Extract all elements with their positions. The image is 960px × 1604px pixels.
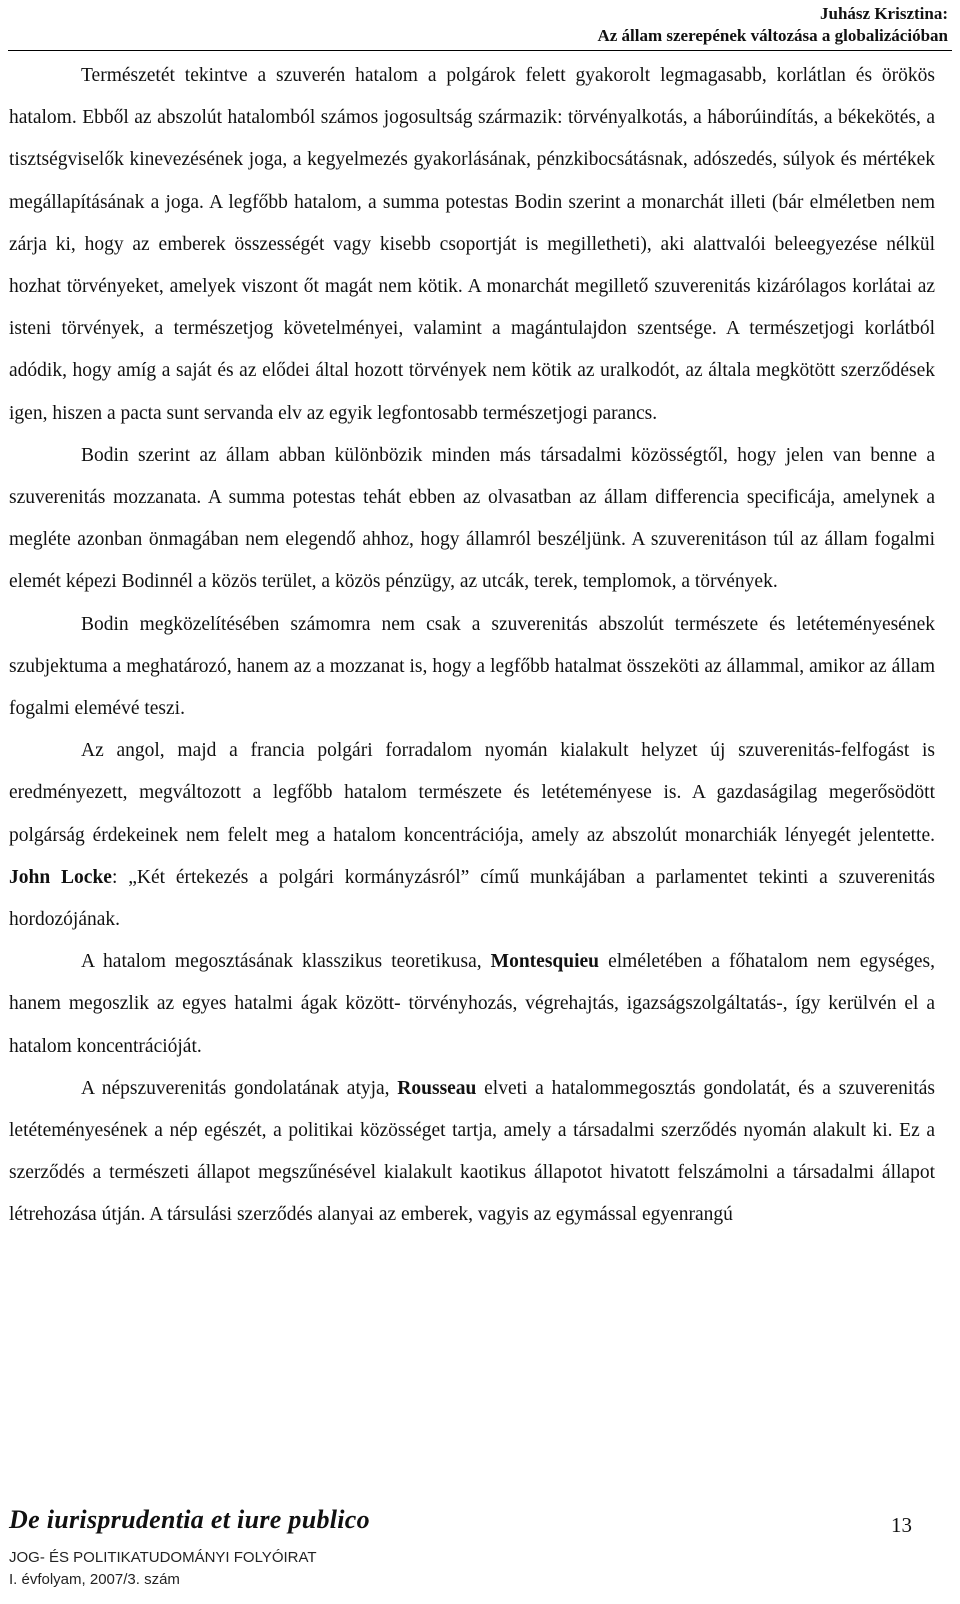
article-body [9, 55, 935, 1237]
paragraph-3-text: Bodin megközelítésében számomra nem csak a szuverenitás abszolút természete és letéteményesének szubjektuma a meghatározó, hanem az a mozzanat is, hogy a legfőbb hatalmat összeköti az állammal, amikor az állam fogalmi elemévé teszi. [9, 613, 935, 720]
paragraph-2 [9, 435, 935, 604]
paragraph-4-after: : „Két értekezés a polgári kormányzásról” című munkájában a parlamentet tekinti a szuverenitás hordozójának. [9, 866, 936, 931]
author-name-rousseau: Rousseau [397, 1077, 477, 1099]
paragraph-6-text: A népszuverenitás gondolatának atyja, [81, 1077, 390, 1099]
journal-subtitle: JOG- ÉS POLITIKATUDOMÁNYI FOLYÓIRAT [9, 1549, 317, 1566]
author-name-locke: John Locke [9, 866, 112, 888]
paragraph-5 [9, 941, 935, 1068]
header-title: Az állam szerepének változása a globalizációban [597, 26, 948, 45]
header-divider [8, 50, 952, 51]
paragraph-6 [9, 1068, 935, 1237]
paragraph-3 [9, 604, 935, 731]
page-number: 13 [891, 1513, 912, 1537]
paragraph-5-text: A hatalom megosztásának klasszikus teoretikusa, [81, 951, 482, 973]
journal-info [9, 1547, 317, 1591]
journal-issue: I. évfolyam, 2007/3. szám [9, 1571, 180, 1588]
paragraph-4 [9, 730, 935, 941]
author-name-montesquieu: Montesquieu [490, 951, 600, 973]
paragraph-2-text: Bodin szerint az állam abban különbözik minden más társadalmi közösségtől, hogy jelen van benne a szuverenitás mozzanata. A summa potestas tehát ebben az olvasatban az állam differencia specificája, amelynek a megléte azonban önmagában nem elegendő ahhoz, hogy államról beszéljünk. A szuverenitáson túl az állam fogalmi elemét képezi Bodinnél a közös terület, a közös pénzügy, az utcák, terek, templomok, a törvények. [9, 444, 935, 593]
paragraph-6-after: elveti a hatalommegosztás gondolatát, és a szuverenitás letéteményesének a nép egészét, a politikai közösséget tartja, amely a társadalmi szerződés nyomán alakult ki. Ez a szerződés a természeti állapot megszűnésével kialakult kaotikus állapotot hivatott felszámolni a társadalmi állapot létrehozása útján. A társulási szerződés alanyai az emberek, vagyis az egymással egyenrangú [9, 1077, 936, 1226]
paragraph-5-after: elméletében a főhatalom nem egységes, hanem megoszlik az egyes hatalmi ágak között- törvényhozás, végrehajtás, igazságszolgáltatás-, így kerülvén el a hatalom koncentrációját. [9, 951, 936, 1057]
header-author: Juhász Krisztina: [820, 4, 948, 23]
paragraph-1 [9, 55, 935, 435]
journal-title: De iurisprudentia et iure publico [9, 1505, 370, 1534]
running-header [597, 3, 948, 47]
paragraph-4-text: Az angol, majd a francia polgári forradalom nyomán kialakult helyzet új szuverenitás-felfogást is eredményezett, megváltozott a legfőbb hatalom természete és letéteményese is. A gazdaságilag megerősödött polgárság érdekeinek nem felelt meg a hatalom koncentrációja, amely az abszolút monarchiák lényegét jelentette. [9, 740, 935, 846]
paragraph-1-text: Természetét tekintve a szuverén hatalom a polgárok felett gyakorolt legmagasabb, korlátlan és örökös hatalom. Ebből az abszolút hatalomból számos jogosultság származik: törvényalkotás, a háborúindítás, a békekötés, a tisztségviselők kinevezésének joga, a kegyelmezés gyakorlásának, pénzkibocsátásnak, adószedés, súlyok és mértékek megállapításának a joga. A legfőbb hatalom, a summa potestas Bodin szerint a monarchát illeti (bár elméletben nem zárja ki, hogy az emberek összességét vagy kisebb csoportját is megilletheti), aki alattvalói beleegyezése nélkül hozhat törvényeket, amelyek viszont őt magát nem kötik. A monarchát megillető szuverenitás kizárólagos korlátai az isteni törvények, a természetjog követelményei, valamint a magántulajdon szentsége. A természetjogi korlátból adódik, hogy amíg a saját és az elődei által hozott törvények nem kötik az uralkodót, az általa megkötött szerződések igen, hiszen a pacta sunt servanda elv az egyik legfontosabb természetjogi parancs. [9, 65, 935, 424]
